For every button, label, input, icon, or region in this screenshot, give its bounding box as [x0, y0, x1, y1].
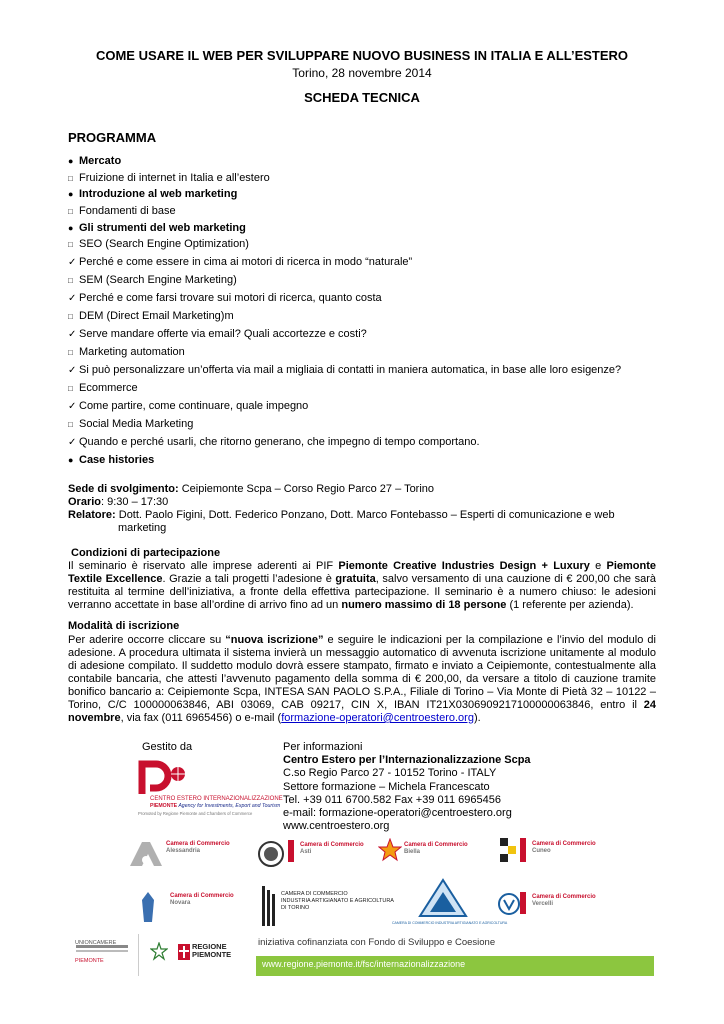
orario-label: Orario	[68, 496, 102, 508]
cond-bold-4: numero massimo di 18 persone	[341, 599, 507, 611]
programma-item	[68, 153, 668, 170]
square-icon: □	[68, 383, 73, 393]
programma-item	[68, 380, 668, 397]
modalita-heading: Modalità di iscrizione	[68, 620, 180, 632]
verbano-triangle-icon	[418, 878, 468, 918]
square-icon: □	[68, 348, 73, 358]
cond-bold-2: Piemonte Textile Excellence	[68, 560, 656, 585]
bullet-icon: ●	[68, 222, 74, 233]
contact-label: Per informazioni	[283, 741, 363, 753]
chamber-biella-l2: Biella	[404, 849, 421, 855]
programma-item	[68, 344, 668, 361]
square-icon: □	[68, 419, 73, 429]
gestito-label: Gestito da	[142, 741, 193, 753]
programma-item	[68, 325, 668, 344]
sheet-heading: SCHEDA TECNICA	[304, 90, 420, 105]
regione-l1: REGIONE	[192, 942, 227, 951]
chamber-asti	[300, 842, 364, 856]
chamber-vercelli	[532, 894, 596, 908]
cond-text-4: , salvo versamento di una cauzione di € 200,00 che sarà restituita al termine dell’iniziativa, a fronte della effettiva partecipazione. Il seminario è a numero chiuso: le adesioni verranno accettate in base all’ordine di arrivo fino ad un	[68, 573, 657, 611]
chamber-cuneo-l2: Cuneo	[532, 848, 551, 854]
programma-item-text: Fruizione di internet in Italia e all’estero	[79, 171, 270, 184]
chamber-biella	[404, 842, 468, 856]
programma-item	[68, 433, 668, 452]
cond-bold-1: Piemonte Creative Industries Design + Luxury	[338, 560, 590, 572]
chamber-torino-l3: DI TORINO	[281, 905, 310, 911]
programma-item	[68, 452, 668, 469]
orario-row	[68, 496, 668, 509]
programma-item-text: Fondamenti di base	[79, 205, 176, 218]
programma-item-text: SEM (Search Engine Marketing)	[79, 274, 237, 287]
chamber-vercelli-l2: Vercelli	[532, 901, 554, 907]
programma-item-text: Serve mandare offerte via email? Quali accortezze e costi?	[79, 327, 367, 340]
relatore-value: Dott. Paolo Figini, Dott. Federico Ponzano, Dott. Marco Fontebasso – Esperti di comunicazione e web	[115, 509, 615, 521]
unioncamere-label: UNIONCAMERE	[75, 940, 117, 946]
contact-web: www.centroestero.org	[283, 820, 390, 833]
event-info	[68, 483, 668, 535]
biella-star-icon	[378, 838, 402, 862]
sede-row	[68, 483, 668, 496]
mod-text-1: Per aderire occorre cliccare su	[68, 634, 226, 646]
bullet-icon: ●	[68, 189, 74, 200]
programma-item	[68, 289, 668, 308]
chamber-cuneo	[532, 841, 596, 855]
cond-text-5: (1 referente per azienda).	[506, 599, 634, 611]
chamber-torino-l1: CAMERA DI COMMERCIO	[281, 891, 348, 897]
sede-label: Sede di svolgimento:	[68, 483, 179, 495]
programma-item-text: Marketing automation	[79, 346, 185, 359]
programma-heading: PROGRAMMA	[68, 130, 157, 145]
document-title: COME USARE IL WEB PER SVILUPPARE NUOVO BUSINESS IN ITALIA E ALL’ESTERO	[95, 48, 629, 63]
modalita-text	[68, 634, 656, 725]
check-icon: ✓	[68, 328, 77, 340]
asti-seal-icon	[256, 840, 286, 868]
chamber-alessandria-l1: Camera di Commercio	[166, 841, 230, 847]
email-link[interactable]: formazione-operatori@centroestero.org	[281, 712, 474, 724]
contact-org: Centro Estero per l’Internazionalizzazione Scpa	[283, 754, 531, 767]
novara-logo-icon	[138, 890, 158, 924]
chamber-novara-l2: Novara	[170, 900, 191, 906]
chamber-verbano-l1: CAMERA DI COMMERCIO INDUSTRIA ARTIGIANATO E AGRICOLTURA	[392, 921, 508, 925]
regione-l2: PIEMONTE	[192, 950, 232, 959]
unioncamere-sub: PIEMONTE	[75, 958, 104, 964]
chamber-alessandria-l2: Alessandria	[166, 848, 201, 854]
bullet-icon: ●	[68, 454, 74, 465]
contact-address: C.so Regio Parco 27 - 10152 Torino - ITALY	[283, 767, 497, 780]
torino-logo-icon	[262, 886, 278, 926]
programma-item	[68, 220, 668, 237]
italy-emblem-icon	[150, 942, 168, 964]
chamber-alessandria	[166, 841, 230, 855]
programma-item	[68, 170, 668, 187]
asti-bar-icon	[288, 840, 296, 862]
programma-item	[68, 308, 668, 325]
alessandria-logo-icon	[128, 838, 164, 868]
chamber-asti-l2: Asti	[300, 849, 312, 855]
ceip-tagline	[150, 803, 280, 809]
square-icon: □	[68, 240, 73, 250]
check-icon: ✓	[68, 364, 77, 376]
programma-item	[68, 253, 668, 272]
mod-bold-1: “nuova iscrizione”	[225, 634, 324, 646]
relatore-cont: marketing	[118, 522, 167, 534]
programma-item-text: Quando e perché usarli, che ritorno generano, che impegno di tempo comportano.	[79, 435, 480, 448]
cond-text-2: e	[589, 560, 607, 572]
contact-block	[283, 741, 531, 833]
ceip-tagline-text: Agency for Investments, Export and Tourism	[178, 803, 281, 809]
square-icon: □	[68, 312, 73, 322]
programma-item-text: Case histories	[79, 453, 155, 466]
regione-piemonte-text	[192, 943, 231, 959]
footer-divider	[138, 934, 139, 976]
cond-text-1: Il seminario è riservato alle imprese aderenti ai PIF	[68, 560, 339, 572]
cuneo-bar-icon	[520, 838, 528, 862]
programma-item-text: DEM (Direct Email Marketing)m	[79, 310, 234, 323]
programma-item-text: Social Media Marketing	[79, 417, 194, 430]
regione-piemonte-shield-icon	[178, 944, 190, 960]
programma-item-text: Si può personalizzare un’offerta via mail a migliaia di contatti in maniera automatica, in base alle loro esigenze?	[79, 363, 622, 376]
relatore-label: Relatore:	[68, 509, 116, 521]
footer-cofinanziata: iniziativa cofinanziata con Fondo di Sviluppo e Coesione	[258, 937, 496, 948]
ceipiemonte-p-icon	[138, 760, 266, 796]
programma-item	[68, 272, 668, 289]
mod-bold-2: 24 novembre	[68, 699, 656, 724]
chamber-vercelli-l1: Camera di Commercio	[532, 894, 596, 900]
square-icon: □	[68, 276, 73, 286]
mod-text-3: , via fax (011 6965456) o e-mail (	[120, 712, 282, 724]
chamber-verbano	[392, 920, 507, 927]
check-icon: ✓	[68, 257, 77, 269]
programma-item	[68, 203, 668, 220]
programma-item-text: Ecommerce	[79, 381, 138, 394]
chamber-cuneo-l1: Camera di Commercio	[532, 841, 596, 847]
programma-item	[68, 397, 668, 416]
vercelli-logo-icon	[498, 892, 520, 916]
chamber-novara	[170, 893, 234, 907]
chamber-asti-l1: Camera di Commercio	[300, 842, 364, 848]
contact-phone: Tel. +39 011 6700.582 Fax +39 011 6965456	[283, 793, 501, 806]
relatore-row	[68, 509, 668, 522]
programma-item-text: Mercato	[79, 155, 122, 167]
ceip-name: CENTRO ESTERO INTERNAZIONALIZZAZIONE	[150, 796, 283, 802]
contact-settore: Settore formazione – Michela Francescato	[283, 780, 490, 793]
programma-item	[68, 186, 668, 203]
programma-item	[68, 361, 668, 380]
cuneo-logo-icon	[498, 836, 518, 866]
programma-item-text: Introduzione al web marketing	[79, 188, 238, 201]
ceip-region: PIEMONTE	[150, 803, 178, 809]
chamber-torino-l2: INDUSTRIA ARTIGIANATO E AGRICOLTURA	[281, 898, 394, 904]
footer-url[interactable]: www.regione.piemonte.it/fsc/internazionalizzazione	[262, 959, 466, 969]
sede-value: Ceipiemonte Scpa – Corso Regio Parco 27 – Torino	[178, 483, 435, 495]
ceipiemonte-logo	[138, 760, 283, 820]
check-icon: ✓	[68, 400, 77, 412]
programma-item	[68, 416, 668, 433]
programma-item-text: Gli strumenti del web marketing	[79, 221, 246, 234]
condizioni-text	[68, 560, 656, 612]
check-icon: ✓	[68, 436, 77, 448]
programma-item-text: Perché e come essere in cima ai motori di ricerca in modo “naturale”	[79, 256, 413, 269]
chamber-torino	[281, 891, 394, 912]
bullet-icon: ●	[68, 156, 74, 166]
programma-list	[68, 153, 668, 468]
chamber-biella-l1: Camera di Commercio	[404, 842, 468, 848]
square-icon: □	[68, 207, 73, 217]
condizioni-heading: Condizioni di partecipazione	[71, 547, 221, 559]
document-date: Torino, 28 novembre 2014	[292, 66, 432, 80]
mod-text-4: ).	[473, 712, 481, 724]
mod-text-2: e seguire le indicazioni per la compilazione e l’invio del modulo di adesione. A procedura ultimata il sistema invierà un messaggio automatico di avvenuta iscrizione unitamente al modulo di adesione compilato. Il suddetto modulo dovrà essere stampato, firmato e inviato a Ceipiemonte, contestualmente alla contabile bancaria, che attesti l’avvenuto pagamento della somma di € 200,00, da versare a titolo di cauzione tramite bonifico bancario a: Ceipiemonte Scpa, INTESA SAN PAOLO S.P.A., Filiale di Torino – Via Monte di Pietà 32 – 10122 – Torino, C/C 100000063846, ABI 03069, CAB 09217, CIN X, IBAN IT21X0306909217100000063846, entro il	[68, 634, 656, 711]
square-icon: □	[68, 173, 73, 183]
cond-text-3: . Grazie a tali progetti l’adesione è	[162, 573, 336, 585]
cond-bold-3: gratuita	[335, 573, 376, 585]
unioncamere-text	[75, 940, 116, 964]
programma-item	[68, 236, 668, 253]
programma-item-text: SEO (Search Engine Optimization)	[79, 238, 249, 251]
programma-item-text: Perché e come farsi trovare sui motori di ricerca, quanto costa	[79, 292, 382, 304]
orario-value: : 9:30 – 17:30	[101, 496, 169, 508]
chamber-novara-l1: Camera di Commercio	[170, 893, 234, 899]
ceip-foot: Promoted by Regione Piemonte and Chambers of Commerce	[138, 811, 253, 816]
contact-email: e-mail: formazione-operatori@centroestero.org	[283, 807, 512, 820]
programma-item-text: Come partire, come continuare, quale impegno	[79, 399, 309, 412]
vercelli-bar-icon	[520, 892, 528, 914]
check-icon: ✓	[68, 293, 77, 304]
